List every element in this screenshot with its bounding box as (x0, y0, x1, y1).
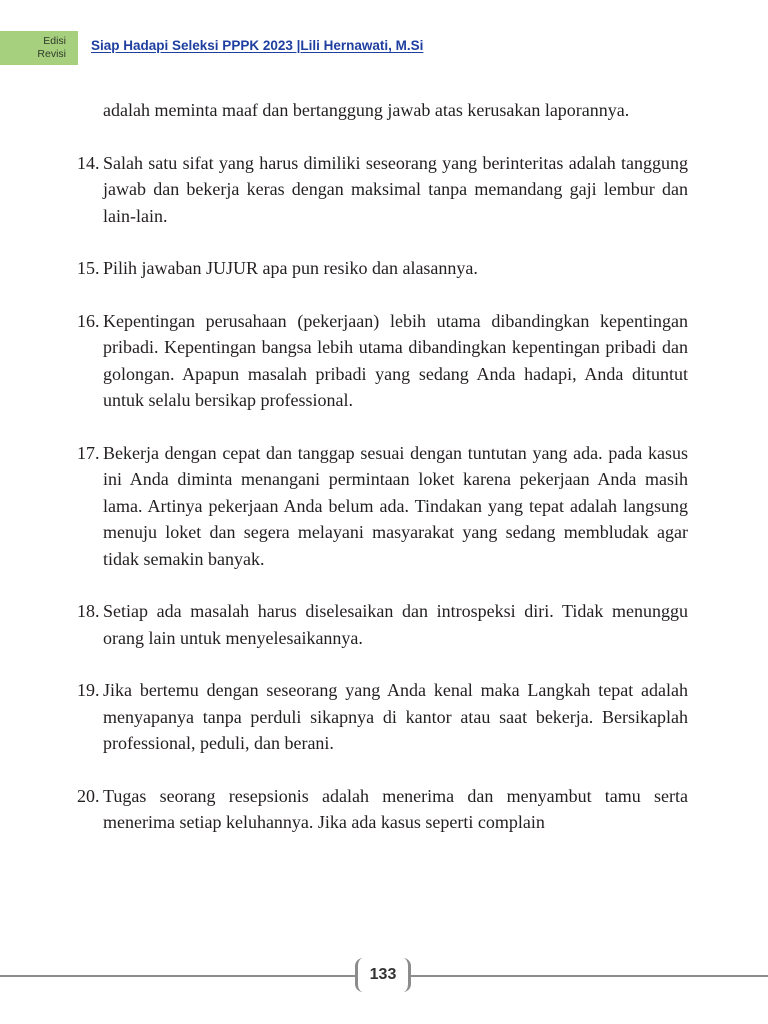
item-text: Jika bertemu dengan seseorang yang Anda kenal maka Langkah tepat adalah menyapanya tanpa perduli sikapnya di kantor atau saat bekerja. Bersikaplah professional, peduli, dan berani. (103, 680, 688, 753)
item-text: Pilih jawaban JUJUR apa pun resiko dan alasannya. (103, 258, 478, 278)
footer-divider-left (0, 975, 357, 977)
list-item-18 (77, 598, 688, 651)
page-number: 133 (355, 958, 411, 992)
edition-badge (0, 31, 78, 65)
continuation-paragraph: adalah meminta maaf dan bertanggung jawab atas kerusakan laporannya. (103, 100, 630, 120)
list-item-20 (77, 783, 688, 836)
item-number: 15. (77, 258, 100, 278)
item-number: 20. (77, 785, 100, 806)
item-number: 14. (77, 152, 100, 173)
item-text: Tugas seorang resepsionis adalah menerima dan menyambut tamu serta menerima setiap keluhannya. Jika ada kasus seperti complain (103, 785, 688, 832)
list-item-15 (77, 255, 688, 282)
item-text: Bekerja dengan cepat dan tanggap sesuai dengan tuntutan yang ada. pada kasus ini Anda diminta menangani permintaan loket karena pekerjaan Anda masih lama. Artinya pekerjaan Anda belum ada. Tindakan yang tepat adalah langsung menuju loket dan segera melayani masyarakat yang sedang membludak agar tidak semakin banyak. (103, 442, 688, 569)
item-number: 18. (77, 601, 100, 621)
item-text: Setiap ada masalah harus diselesaikan dan introspeksi diri. Tidak menunggu orang lain untuk menyelesaikannya. (103, 601, 688, 648)
item-number: 17. (77, 442, 100, 463)
item-number: 16. (77, 310, 100, 331)
list-item-17 (77, 440, 688, 573)
edition-label-line2: Revisi (37, 48, 66, 60)
list-item-14 (77, 150, 688, 230)
page-content (77, 97, 688, 836)
item-text: Salah satu sifat yang harus dimiliki seseorang yang berinteritas adalah tanggung jawab dan bekerja keras dengan maksimal tanpa memandang gaji lembur dan lain-lain. (103, 152, 688, 226)
item-number: 19. (77, 680, 100, 700)
item-text: Kepentingan perusahaan (pekerjaan) lebih utama dibandingkan kepentingan pribadi. Kepentingan bangsa lebih utama dibandingkan kepentingan pribadi dan golongan. Apapun masalah pribadi yang sedang Anda hadapi, Anda dituntut untuk selalu bersikap professional. (103, 310, 688, 410)
list-item-16 (77, 308, 688, 414)
running-header-title: Siap Hadapi Seleksi PPPK 2023 |Lili Hernawati, M.Si (91, 38, 424, 53)
list-item-19 (77, 677, 688, 757)
footer-divider-right (410, 975, 768, 977)
edition-label-line1: Edisi (43, 35, 66, 47)
